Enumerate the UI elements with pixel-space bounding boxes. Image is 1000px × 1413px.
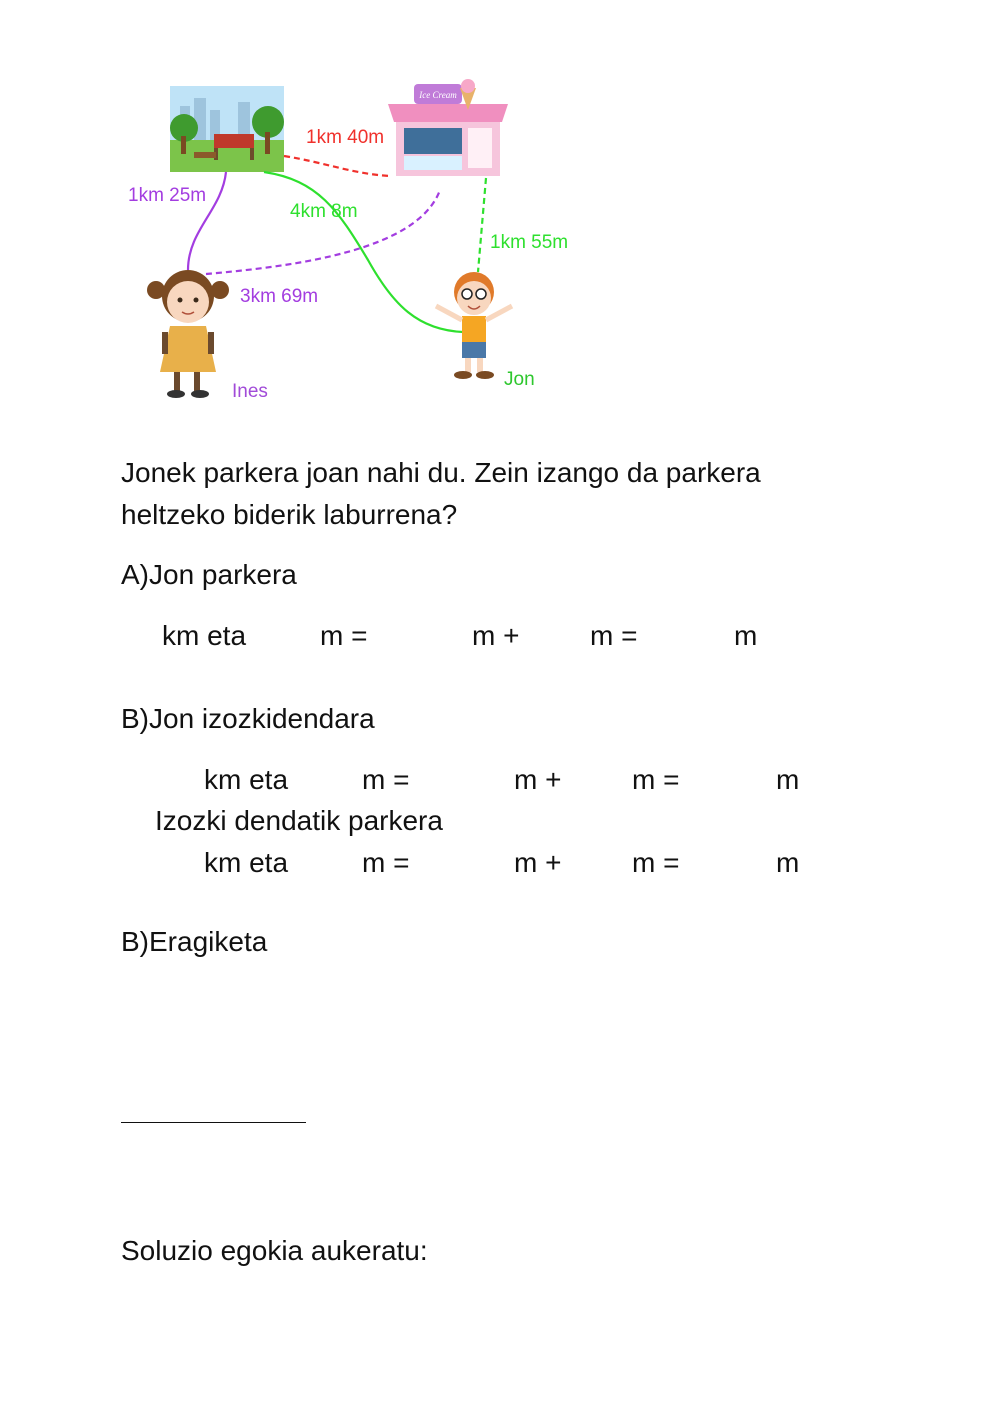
eragiketa-heading: B)Eragiketa	[121, 926, 268, 957]
section-b-row1-m-plus: m +	[514, 764, 562, 795]
distance-map-illustration	[118, 70, 598, 410]
ice-cream-shop-image	[388, 79, 508, 176]
question-text	[121, 452, 841, 536]
park-image	[170, 86, 284, 172]
choose-solution-instruction: Soluzio egokia aukeratu:	[121, 1235, 428, 1266]
section-a-m-result: m	[734, 620, 758, 651]
section-a-m-plus: m +	[472, 620, 520, 651]
section-a-km-eta: km eta	[162, 620, 247, 651]
section-a-heading: A)Jon parkera	[121, 559, 297, 590]
ines-figure	[147, 270, 229, 398]
section-b-row2-m-plus: m +	[514, 847, 562, 878]
section-b-row1-m-result: m	[776, 764, 800, 795]
section-b-subheading: Izozki dendatik parkera	[155, 805, 443, 836]
section-b-row2-m-equals-2: m =	[632, 847, 680, 878]
section-a-m-equals-2: m =	[590, 620, 638, 651]
shop-sign-text: Ice Cream	[419, 90, 457, 100]
jon-figure	[436, 272, 512, 379]
park-to-shop-path	[284, 156, 390, 176]
distance-park-jon: 4km 8m	[290, 201, 358, 222]
distance-park-ines: 1km 25m	[128, 185, 207, 206]
question-line-2: heltzeko biderik laburrena?	[121, 499, 458, 530]
distance-ines-shop: 3km 69m	[240, 286, 319, 307]
distance-park-shop: 1km 40m	[306, 127, 385, 148]
section-b-row2-m-equals-1: m =	[362, 847, 410, 878]
section-b-row2-m-result: m	[776, 847, 800, 878]
park-to-jon-path	[264, 172, 463, 332]
section-a-m-equals-1: m =	[320, 620, 368, 651]
ines-name-label: Ines	[232, 381, 268, 402]
section-b-heading: B)Jon izozkidendara	[121, 703, 375, 734]
answer-line	[121, 1122, 306, 1123]
jon-name-label: Jon	[504, 369, 535, 390]
question-line-1: Jonek parkera joan nahi du. Zein izango da parkera	[121, 457, 761, 488]
section-b-row1-m-equals-1: m =	[362, 764, 410, 795]
section-b-row1-km-eta: km eta	[204, 764, 289, 795]
section-b-row2-km-eta: km eta	[204, 847, 289, 878]
shop-to-jon-path	[478, 178, 486, 272]
distance-shop-jon: 1km 55m	[490, 232, 569, 253]
section-b-row1-m-equals-2: m =	[632, 764, 680, 795]
